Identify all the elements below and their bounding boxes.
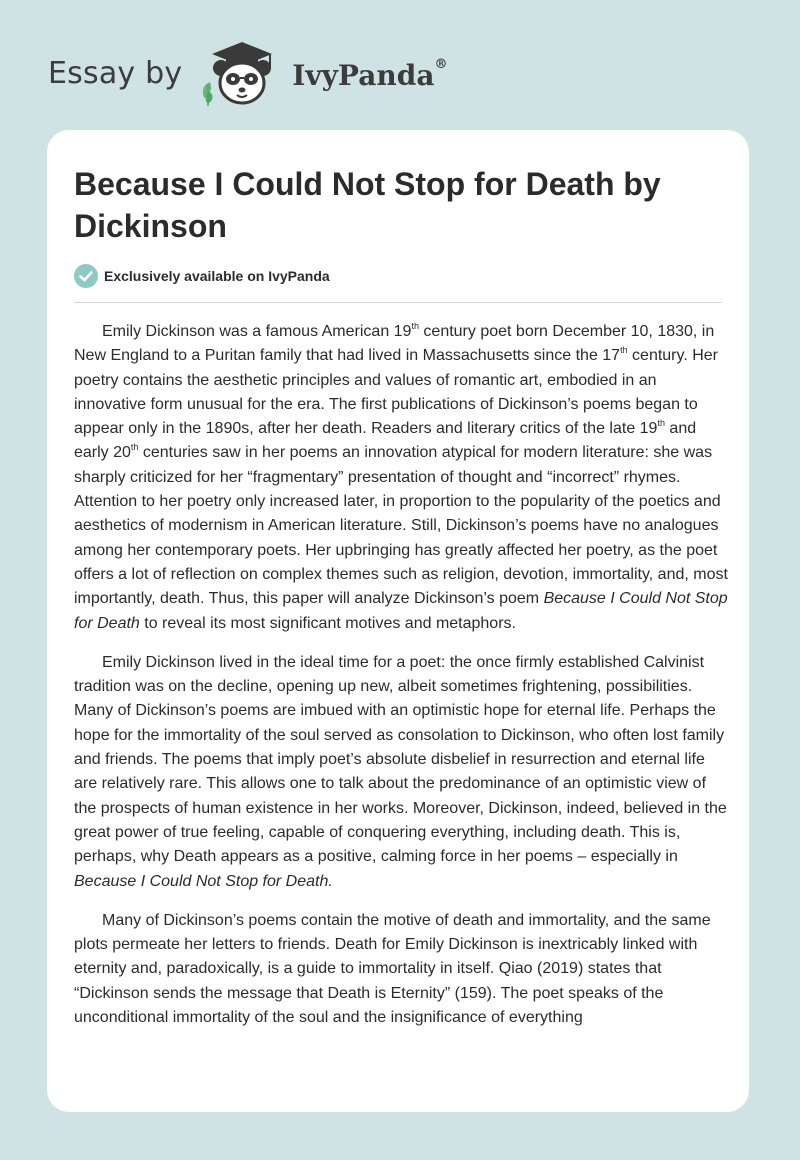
poem-title: Because I Could Not Stop for Death. (74, 872, 333, 890)
essay-paragraph (74, 651, 728, 894)
essay-card (47, 130, 749, 1112)
essay-body (74, 320, 728, 1045)
essay-paragraph (74, 909, 728, 1030)
brand-label: IvyPanda (292, 58, 435, 92)
ordinal-suffix: th (657, 417, 665, 428)
site-header (48, 38, 447, 108)
essay-by-label: Essay by (48, 55, 183, 91)
ordinal-suffix: th (620, 344, 628, 355)
paragraph-text: Emily Dickinson was a famous American 19 (102, 323, 412, 340)
trademark-symbol: ® (434, 57, 448, 73)
paragraph-text: and early 20 (74, 420, 697, 462)
exclusive-badge-text: Exclusively available on IvyPanda (104, 268, 330, 284)
paragraph-text: century. Her poetry contains the aesthetic principles and values of romantic art, embodied in an innovative form unusual for the era. The first publications of Dickinson’s poems began to appear only in the 1890s, after her death. Readers and literary critics of the late 19 (74, 347, 718, 438)
poem-title: Because I Could Not Stop for Death (74, 590, 728, 632)
ordinal-suffix: th (411, 320, 419, 331)
panda-graduate-icon[interactable] (196, 38, 288, 108)
paragraph-text: Many of Dickinson’s poems contain the motive of death and immortality, and the same plots permeate her letters to friends. Death for Emily Dickinson is inextricably linked with eternity and, paradoxically, is a guide to immortality in itself. Qiao (2019) states that “Dickinson sends the message that Death is Eternity” (159). The poet speaks of the unconditional immortality of the soul and the insignificance of everything (74, 911, 711, 1027)
ordinal-suffix: th (130, 442, 139, 453)
essay-paragraph (74, 320, 728, 636)
paragraph-text: centuries saw in her poems an innovation atypical for modern literature: she was sharply criticized for her “fragmentary” presentation of thought and “incorrect” rhymes. Attention to her poetry only increased later, in proportion to the popularity of the poetics and aesthetics of modernism in American literature. Still, Dickinson’s poems have no analogues among her contemporary poets. Her upbringing has greatly affected her poetry, as the poet offers a lot of reflection on complex themes such as religion, devotion, immortality, and, most importantly, death. Thus, this paper will analyze Dickinson’s poem (74, 444, 728, 608)
paragraph-text: century poet born December 10, 1830, in New England to a Puritan family that had lived in Massachusetts since the 17 (74, 323, 715, 365)
page-title: Because I Could Not Stop for Death by Dickinson (74, 166, 661, 244)
check-circle-icon (74, 264, 98, 288)
title-divider (74, 302, 722, 303)
paragraph-text: Emily Dickinson lived in the ideal time for a poet: the once firmly established Calvinist tradition was on the decline, opening up new, albeit sometimes frightening, possibilities. Many of Dickinson’s poems are imbued with an optimistic hope for eternal life. Perhaps the hope for the immortality of the soul served as consolation to Dickinson, who often lost family and friends. The poems that imply poet’s absolute disbelief in resurrection and eternal life are relatively rare. This allows one to talk about the predominance of an optimistic view of the prospects of human existence in her works. Moreover, Dickinson, indeed, believed in the great power of true feeling, capable of conquering everything, including death. This is, perhaps, why Death appears as a positive, calming force in her poems – especially in (74, 653, 727, 866)
exclusive-badge (74, 264, 330, 288)
brand-name[interactable] (292, 59, 447, 92)
paragraph-text: to reveal its most significant motives and metaphors. (139, 614, 516, 632)
